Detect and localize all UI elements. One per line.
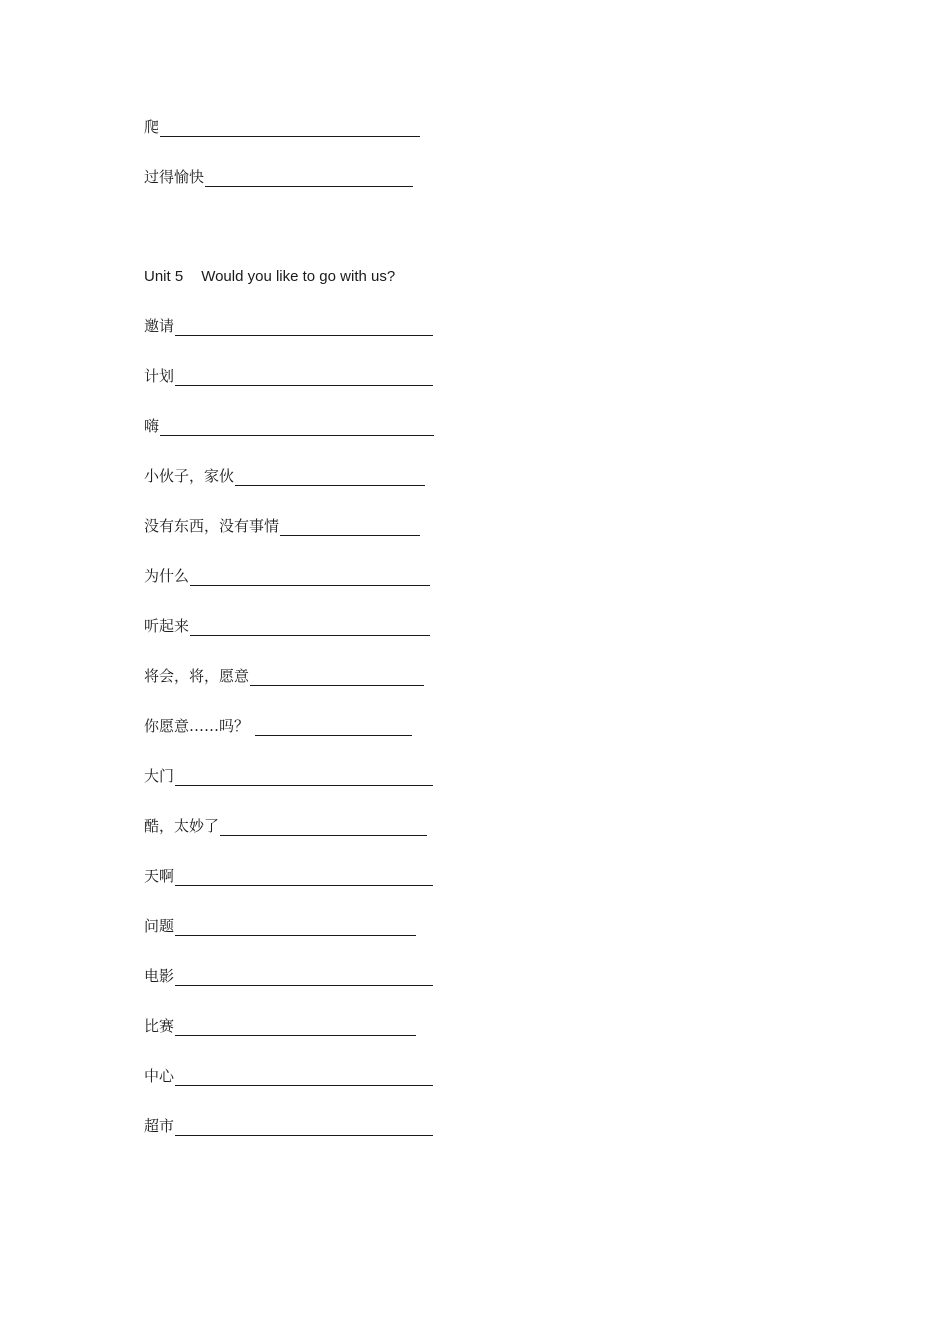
unit-number: Unit 5 bbox=[144, 268, 184, 285]
vocab-line bbox=[144, 916, 416, 936]
vocab-line bbox=[144, 167, 413, 187]
vocab-line bbox=[144, 616, 430, 636]
vocab-label: 酷，太妙了 bbox=[144, 817, 220, 835]
vocab-line bbox=[144, 966, 433, 986]
vocab-line bbox=[144, 866, 433, 886]
answer-blank[interactable] bbox=[235, 469, 425, 486]
answer-blank[interactable] bbox=[175, 319, 433, 336]
vocab-label: 你愿意……吗？ bbox=[144, 717, 250, 735]
vocab-label: 嗨 bbox=[144, 417, 160, 435]
vocab-line bbox=[144, 416, 434, 436]
unit-heading bbox=[144, 267, 395, 287]
vocab-line bbox=[144, 516, 420, 536]
answer-blank[interactable] bbox=[190, 619, 430, 636]
vocab-label: 天啊 bbox=[144, 867, 175, 885]
answer-blank[interactable] bbox=[255, 719, 412, 736]
vocab-label: 过得愉快 bbox=[144, 168, 205, 186]
vocab-label: 邀请 bbox=[144, 317, 175, 335]
vocab-label: 小伙子，家伙 bbox=[144, 467, 235, 485]
answer-blank[interactable] bbox=[175, 869, 433, 886]
answer-blank[interactable] bbox=[175, 1019, 416, 1036]
unit-title: Would you like to go with us? bbox=[201, 268, 396, 285]
vocab-label: 电影 bbox=[144, 967, 175, 985]
vocab-line bbox=[144, 117, 420, 137]
vocab-label: 爬 bbox=[144, 118, 160, 136]
answer-blank[interactable] bbox=[175, 769, 433, 786]
answer-blank[interactable] bbox=[175, 369, 433, 386]
answer-blank[interactable] bbox=[205, 170, 413, 187]
vocab-line bbox=[144, 1016, 416, 1036]
answer-blank[interactable] bbox=[175, 969, 433, 986]
vocab-line bbox=[144, 1066, 433, 1086]
vocab-line bbox=[144, 716, 412, 736]
vocab-line bbox=[144, 366, 433, 386]
answer-blank[interactable] bbox=[175, 1069, 433, 1086]
answer-blank[interactable] bbox=[280, 519, 420, 536]
vocab-label: 比赛 bbox=[144, 1017, 175, 1035]
vocab-line bbox=[144, 816, 427, 836]
answer-blank[interactable] bbox=[220, 819, 427, 836]
vocab-line bbox=[144, 1116, 433, 1136]
vocab-label: 听起来 bbox=[144, 617, 190, 635]
answer-blank[interactable] bbox=[160, 120, 420, 137]
vocab-line bbox=[144, 766, 433, 786]
answer-blank[interactable] bbox=[250, 669, 424, 686]
answer-blank[interactable] bbox=[175, 919, 416, 936]
answer-blank[interactable] bbox=[160, 419, 434, 436]
vocab-label: 大门 bbox=[144, 767, 175, 785]
vocab-line bbox=[144, 316, 433, 336]
vocab-label: 超市 bbox=[144, 1117, 175, 1135]
vocab-label: 问题 bbox=[144, 917, 175, 935]
vocab-label: 没有东西，没有事情 bbox=[144, 517, 280, 535]
answer-blank[interactable] bbox=[175, 1119, 433, 1136]
vocab-line bbox=[144, 566, 430, 586]
vocab-line bbox=[144, 466, 425, 486]
answer-blank[interactable] bbox=[190, 569, 430, 586]
vocab-label: 中心 bbox=[144, 1067, 175, 1085]
vocab-label: 计划 bbox=[144, 367, 175, 385]
vocab-line bbox=[144, 666, 424, 686]
vocab-label: 将会，将，愿意 bbox=[144, 667, 250, 685]
vocab-label: 为什么 bbox=[144, 567, 190, 585]
